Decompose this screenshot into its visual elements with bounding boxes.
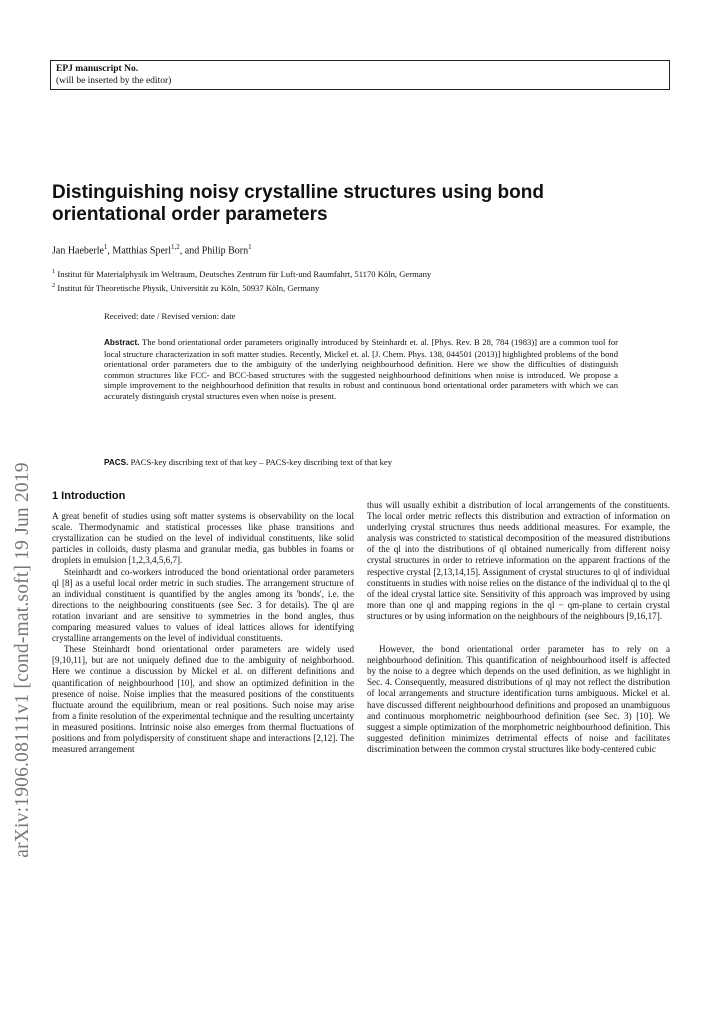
pacs-label: PACS. bbox=[104, 458, 129, 467]
journal-name: EPJ manuscript No. bbox=[56, 64, 139, 74]
affiliation-2-num: 2 bbox=[52, 281, 56, 289]
title-line-2: orientational order parameters bbox=[52, 204, 328, 225]
pacs-text: PACS-key discribing text of that key – PACS-key discribing text of that key bbox=[130, 457, 393, 467]
author-list bbox=[52, 243, 252, 256]
title-line-1: Distinguishing noisy crystalline structures using bond bbox=[52, 182, 544, 203]
paragraph-3: These Steinhardt bond orientational order parameters are widely used [9,10,11], but are not uniquely defined due to the ambiguity of neighborhood. Here we continue a discussion by Mickel et al. on different definitions and quantification of neighbourhood [10], and show an optimized definition in the presence of noise. Noise implies that the measured positions of the constituents fluctuate around the equilibrium, mean or real positions. Such noise may arise from a finite resolution of the experimental technique and the resulting uncertainty in measured positions. Intrinsic noise also emerges from thermal fluctuations of positions and from polydispersity of constituent shape and interactions [2,12]. The measured arrangement bbox=[52, 644, 354, 755]
author-2: , Matthias Sperl bbox=[107, 245, 172, 257]
paragraph-2: Steinhardt and co-workers introduced the bond orientational order parameters ql [8] as a useful local order metric in such studies. The arrangement structure of an individual constituent is quantified by the angles among its 'bonds', i.e. the directions to the neighbouring constituents (see Sec. 3 for details). The ql are rotation invariant and are sensitive to symmetries in the bond angles, thus comparing measured values to values of ideal lattices allows for identifying crystalline arrangements on the level of individual constituents. bbox=[52, 566, 354, 644]
received-date: Received: date / Revised version: date bbox=[104, 311, 236, 321]
affiliation-2 bbox=[52, 280, 431, 294]
paragraph-1: A great benefit of studies using soft matter systems is observability on the local scale. Thermodynamic and statistical processes like phase transitions and crystallization can be studied on the level of individual constituents, like solid particles in colloids, dusty plasma and granular media, gas bubbles in foams or droplets in emulsion [1,2,3,4,5,6,7]. bbox=[52, 511, 354, 566]
paper-title bbox=[52, 182, 612, 226]
paragraph-4: thus will usually exhibit a distribution of local arrangements of the constituents. The local order metric reflects this distribution and extraction of information on underlying crystal structures thus needs additional measures. For example, the analysis was constricted to statistical decomposition of the measured distributions of the ql into the distributions of ql obtained numerically from different noisy crystal structures in order to retrieve information on the apparent fractions of the respective crystal [2,13,14,15]. Assignment of crystal structures to ql of individual constituents in studies with noise relies on the distance of the individual ql to the ql of the ideal crystal lattice site. Sensitivity of this approach was improved by using more than one ql and mapping regions in the ql − qm-plane to certain crystal structures or by using information on the neighbours of the neighbours [9,16,17]. bbox=[367, 500, 670, 621]
affiliation-1-text: Institut für Materialphysik im Weltraum, Deutsches Zentrum für Luft-und Raumfahrt, 51170 Köln, Germany bbox=[57, 268, 432, 279]
author-3: , and Philip Born bbox=[179, 245, 249, 257]
affiliations bbox=[52, 266, 431, 294]
editor-note: (will be inserted by the editor) bbox=[56, 76, 172, 86]
affiliation-1-num: 1 bbox=[52, 268, 56, 275]
author-2-affil: 1,2 bbox=[171, 243, 180, 251]
abstract-label: Abstract. bbox=[104, 338, 140, 347]
abstract-text: The bond orientational order parameters originally introduced by Steinhardt et. al. [Phys. Rev. B 28, 784 (1983)] are a common tool for local structure characterization in soft matter studies. Recently, Mickel et. al. [J. Chem. Phys. 138, 044501 (2013)] highlighted problems of the bond orientational order parameters due to the ambiguity of the underlying neighbourhood definition. Here we show the difficulties of distinguish common structures like FCC- and BCC-based structures with the suggested neighbourhood definitions when noise is introduced. We propose a simple improvement to the neighbourhood definition that results in robust and continuous bond orientational order parameters with which we can accurately distinguish crystal structures even when noise is present. bbox=[104, 337, 618, 401]
affiliation-2-text: Institut für Theoretische Physik, Universität zu Köln, 50937 Köln, Germany bbox=[57, 282, 320, 293]
left-column bbox=[52, 491, 354, 755]
section-heading: 1 Introduction bbox=[52, 490, 126, 502]
author-1-affil: 1 bbox=[103, 243, 108, 251]
affiliation-1 bbox=[52, 266, 431, 280]
abstract bbox=[104, 337, 618, 402]
arxiv-stamp: arXiv:1906.08111v1 [cond-mat.soft] 19 Jun 2019 bbox=[12, 462, 33, 858]
pacs bbox=[104, 457, 392, 467]
right-column bbox=[367, 500, 670, 755]
author-1: Jan Haeberle bbox=[52, 245, 104, 257]
author-3-affil: 1 bbox=[248, 243, 252, 251]
paragraph-5: However, the bond orientational order parameter has to rely on a neighbourhood definition. This quantification of neighbourhood itself is affected by the noise to a degree which depends on the used definition, as we highlight in Sec. 4. Consequently, measured distributions of ql may not reflect the distribution of local arrangements and structure identification turns ambiguous. Mickel et al. have discussed different neighbourhood definitions and proposed an unambiguous and continuous morphometric neighbourhood definition (see Sec. 3) [10]. We suggest a simple optimization of the morphometric neighbourhood definition. This suggested definition minimizes detrimental effects of noise and facilitates discrimination between the common crystal structures like body-centered cubic bbox=[367, 644, 670, 754]
journal-header-box bbox=[50, 60, 670, 90]
